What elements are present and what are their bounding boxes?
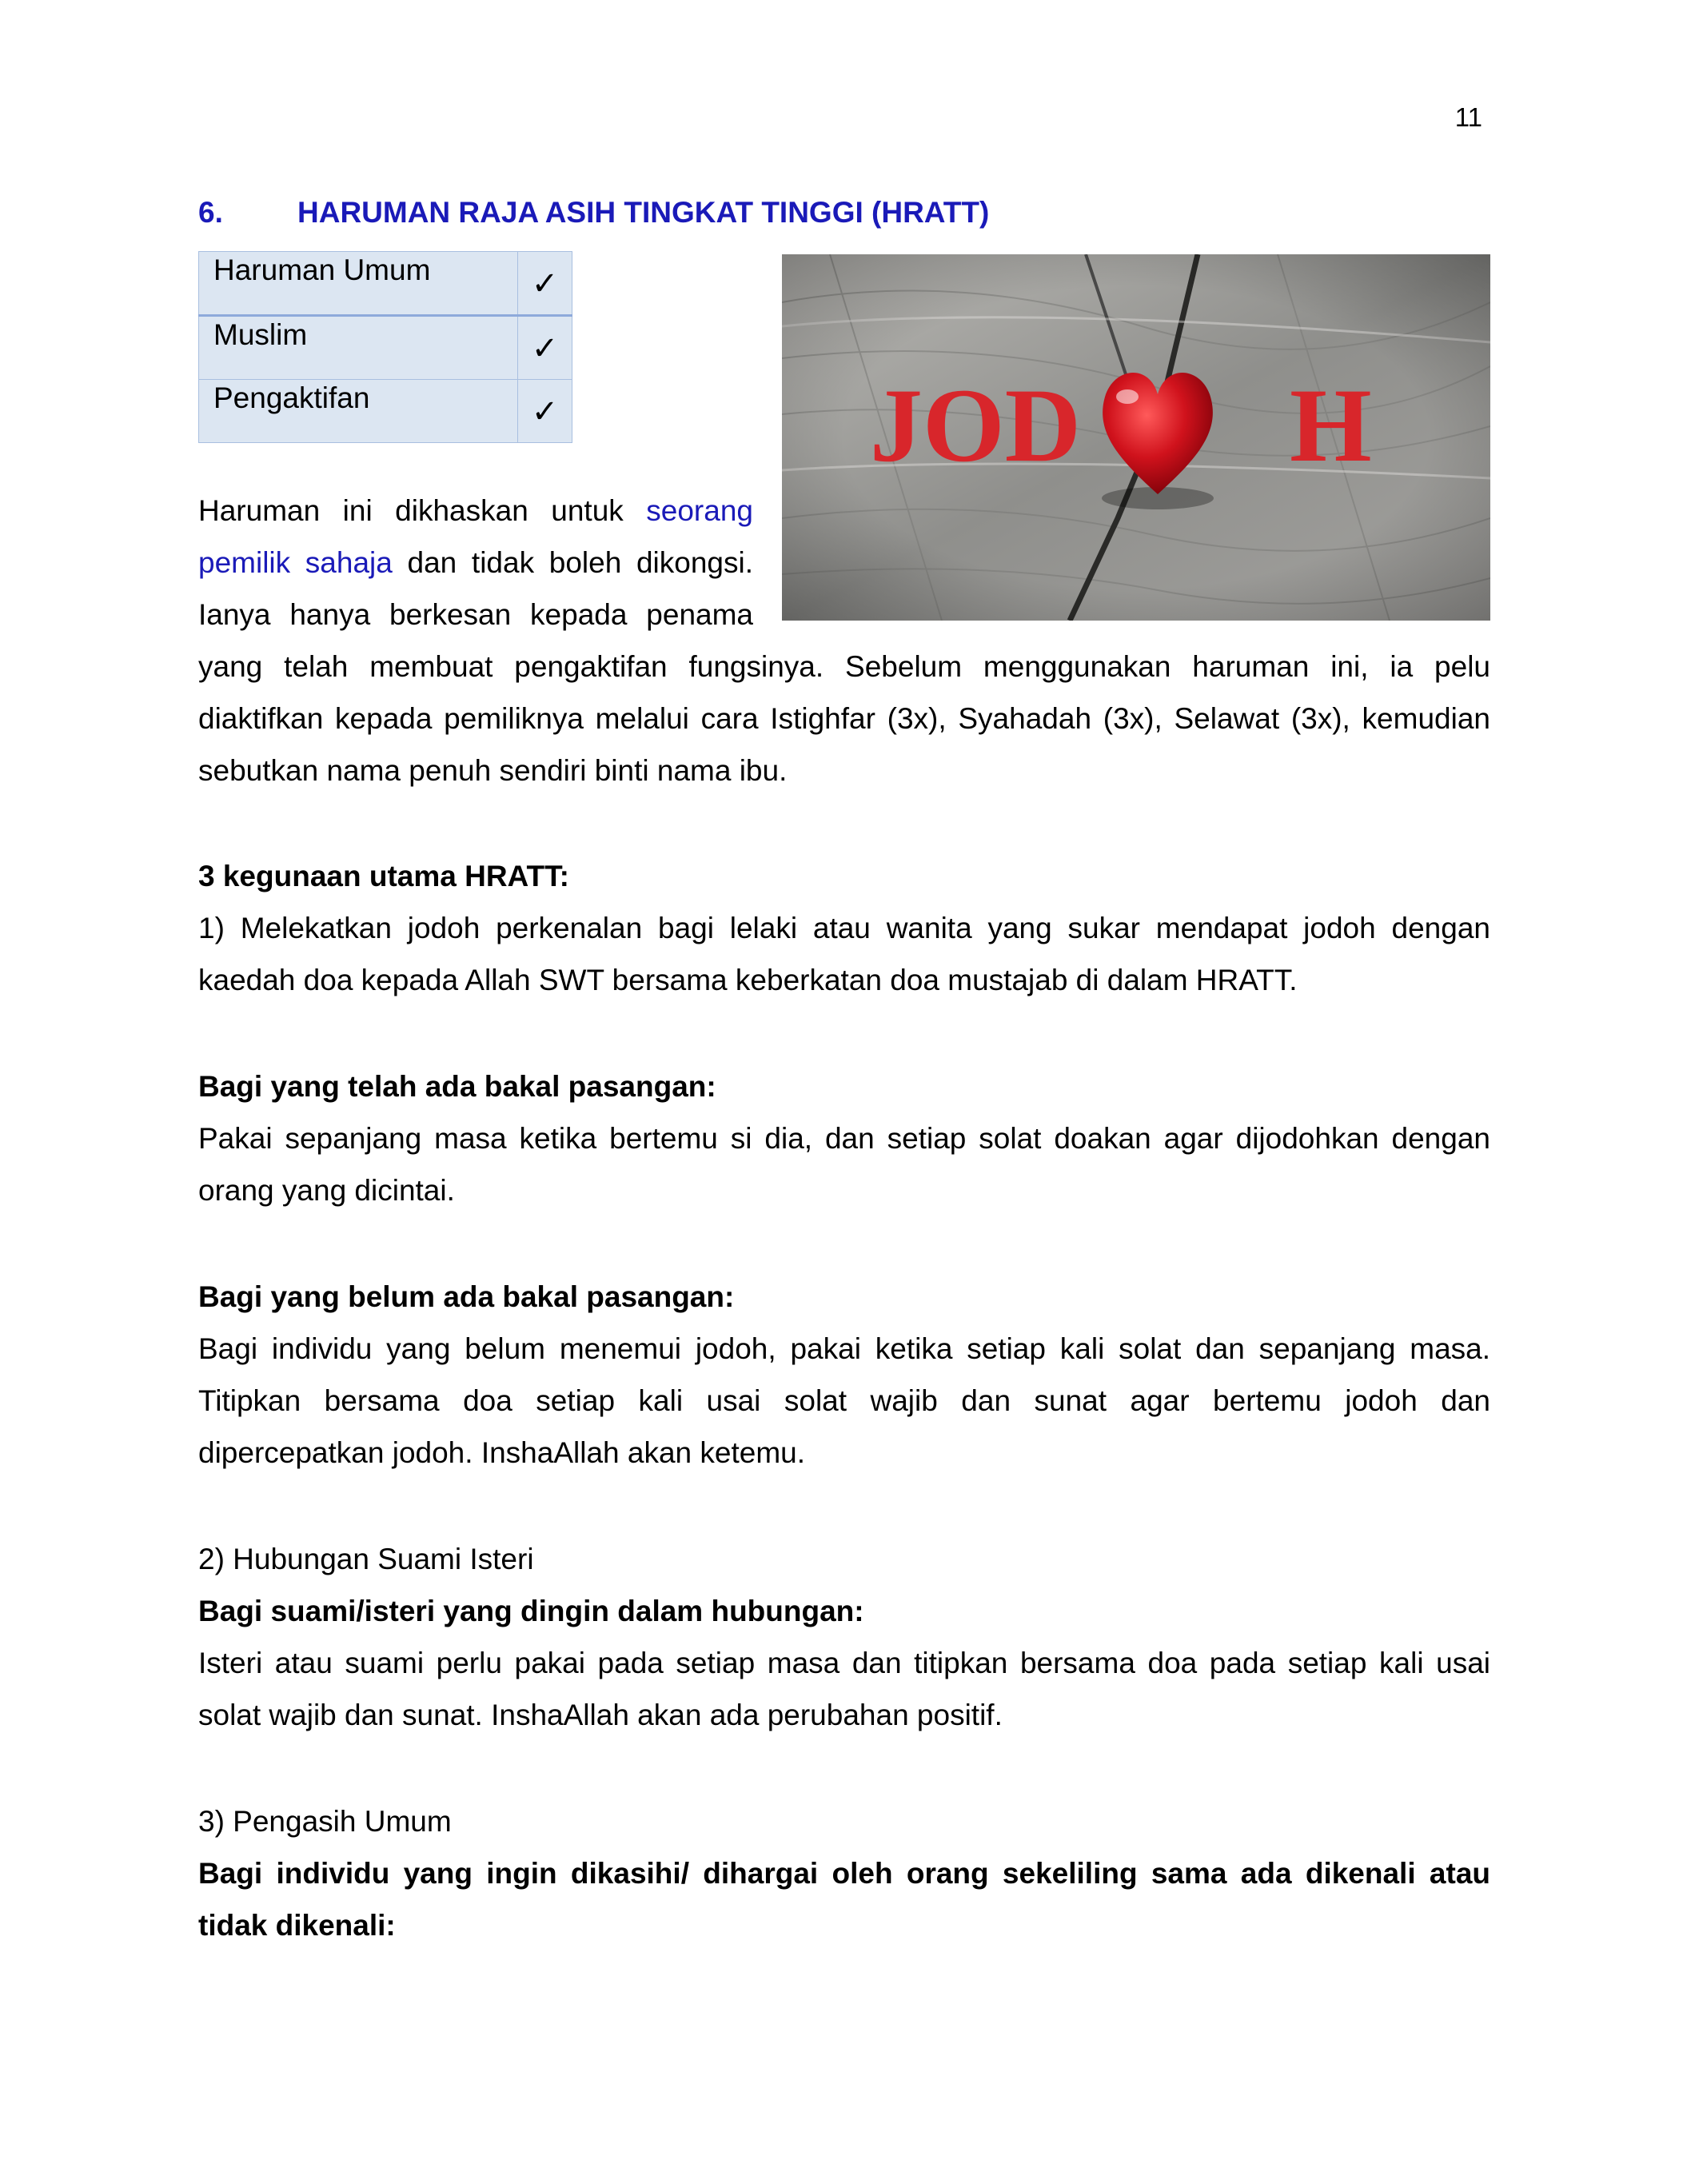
check-icon: ✓ xyxy=(518,316,572,380)
use-1-line: kaedah doa kepada Allah SWT bersama keberkatan doa mustajab di dalam HRATT. xyxy=(198,964,1298,996)
intro-line: sebutkan nama penuh sendiri binti nama ibu. xyxy=(198,754,788,787)
table-row xyxy=(199,380,572,443)
single-paragraph xyxy=(198,1323,1490,1479)
feature-label: Haruman Umum xyxy=(199,252,518,316)
intro-line: yang telah membuat pengaktifan fungsinya. Sebelum menggunakan haruman ini, ia pelu xyxy=(198,650,1490,683)
check-icon: ✓ xyxy=(518,252,572,316)
single-line: dipercepatkan jodoh. InshaAllah akan ketemu. xyxy=(198,1436,806,1469)
use-3-heading-line: Bagi individu yang ingin dikasihi/ dihargai oleh orang sekeliling sama ada dikenali atau xyxy=(198,1857,1490,1890)
section-number: 6. xyxy=(198,196,223,229)
intro-paragraph-narrow xyxy=(198,485,753,641)
feature-table xyxy=(198,251,572,443)
intro-line: Ianya hanya berkesan kepada penama xyxy=(198,598,753,631)
table-row xyxy=(199,316,572,380)
intro-line: diaktifkan kepada pemiliknya melalui cara Istighfar (3x), Syahadah (3x), Selawat (3x), kemudian xyxy=(198,702,1490,735)
table-row xyxy=(199,252,572,316)
section-title: HARUMAN RAJA ASIH TINGKAT TINGGI (HRATT) xyxy=(297,196,990,229)
partner-line: orang yang dicintai. xyxy=(198,1174,455,1207)
intro-text: Haruman ini dikhaskan untuk xyxy=(198,494,647,527)
partner-heading: Bagi yang telah ada bakal pasangan: xyxy=(198,1070,716,1103)
intro-paragraph xyxy=(198,641,1490,797)
highlight-text: seorang xyxy=(646,494,753,527)
page-number: 11 xyxy=(1454,102,1482,132)
use-3-heading xyxy=(198,1847,1490,1951)
single-line: Titipkan bersama doa setiap kali usai solat wajib dan sunat agar bertemu jodoh dan xyxy=(198,1384,1490,1417)
uses-heading: 3 kegunaan utama HRATT: xyxy=(198,860,569,892)
check-icon: ✓ xyxy=(518,380,572,443)
use-1-line: 1) Melekatkan jodoh perkenalan bagi lelaki atau wanita yang sukar mendapat jodoh dengan xyxy=(198,912,1490,944)
use-1-paragraph xyxy=(198,902,1490,1006)
use-2-line: solat wajib dan sunat. InshaAllah akan ada perubahan positif. xyxy=(198,1699,1003,1731)
use-2-paragraph xyxy=(198,1637,1490,1741)
use-3-heading-line: tidak dikenali: xyxy=(198,1909,396,1942)
highlight-text: pemilik sahaja xyxy=(198,546,393,579)
use-2-line: Isteri atau suami perlu pakai pada setiap masa dan titipkan bersama doa pada setiap kali usai xyxy=(198,1647,1490,1679)
single-line: Bagi individu yang belum menemui jodoh, pakai ketika setiap kali solat dan sepanjang masa. xyxy=(198,1332,1490,1365)
jodoh-heart-image xyxy=(782,254,1490,621)
use-2-title: 2) Hubungan Suami Isteri xyxy=(198,1543,534,1575)
intro-text: dan tidak boleh dikongsi. xyxy=(392,546,753,579)
single-heading: Bagi yang belum ada bakal pasangan: xyxy=(198,1280,735,1313)
use-3-title: 3) Pengasih Umum xyxy=(198,1805,452,1838)
feature-label: Muslim xyxy=(199,316,518,380)
partner-paragraph xyxy=(198,1112,1490,1216)
section-heading xyxy=(198,196,989,230)
partner-line: Pakai sepanjang masa ketika bertemu si dia, dan setiap solat doakan agar dijodohkan dengan xyxy=(198,1122,1490,1155)
intro-line xyxy=(198,485,753,537)
feature-label: Pengaktifan xyxy=(199,380,518,443)
use-2-heading: Bagi suami/isteri yang dingin dalam hubungan: xyxy=(198,1595,864,1627)
intro-line xyxy=(198,537,753,589)
